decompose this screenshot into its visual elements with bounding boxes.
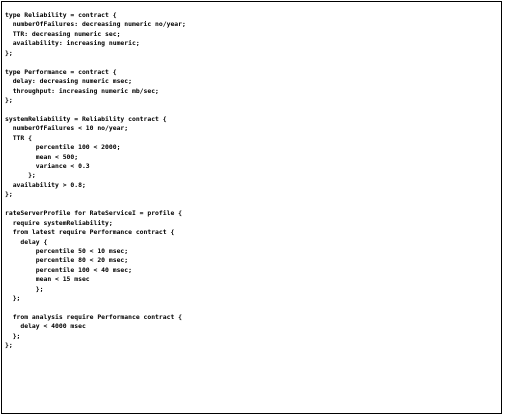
code-line: percentile 100 < 40 msec; bbox=[5, 265, 132, 274]
code-line: }; bbox=[5, 341, 13, 350]
code-line: variance < 0.3 bbox=[5, 162, 90, 170]
code-line: throughput: increasing numeric mb/sec; bbox=[5, 86, 159, 95]
blank-line bbox=[5, 200, 186, 209]
code-line: percentile 80 < 20 msec; bbox=[5, 256, 129, 265]
blank-line bbox=[5, 58, 186, 67]
code-line: }; bbox=[5, 171, 36, 180]
code-line: TTR: decreasing numeric sec; bbox=[5, 29, 121, 38]
code-line: type Performance = contract { bbox=[5, 67, 117, 76]
code-line: }; bbox=[5, 331, 21, 340]
code-line: mean < 15 msec bbox=[5, 275, 90, 284]
code-line: systemReliability = Reliability contract { bbox=[5, 114, 167, 123]
code-line: percentile 50 < 10 msec; bbox=[5, 246, 129, 255]
code-line: delay { bbox=[5, 237, 48, 246]
code-line: TTR { bbox=[5, 133, 32, 142]
code-listing bbox=[5, 11, 186, 351]
code-line: from latest require Performance contract { bbox=[5, 228, 175, 237]
code-line: availability > 0.8; bbox=[5, 180, 86, 189]
code-line: numberOfFailures: decreasing numeric no/year; bbox=[5, 20, 186, 29]
code-line: }; bbox=[5, 190, 13, 199]
code-line: rateServerProfile for RateServiceI = profile { bbox=[5, 209, 182, 218]
code-line: availability: increasing numeric; bbox=[5, 39, 140, 48]
code-line: mean < 500; bbox=[5, 152, 79, 161]
code-listing-frame bbox=[1, 1, 502, 414]
code-line: }; bbox=[5, 294, 21, 303]
code-line: type Reliability = contract { bbox=[5, 11, 117, 19]
code-line: delay < 4000 msec bbox=[5, 322, 86, 331]
code-line: }; bbox=[5, 284, 44, 293]
blank-line bbox=[5, 105, 186, 114]
code-line: delay: decreasing numeric msec; bbox=[5, 77, 132, 86]
code-line: }; bbox=[5, 95, 13, 104]
code-line: from analysis require Performance contract { bbox=[5, 313, 182, 321]
code-line: }; bbox=[5, 48, 13, 57]
code-line: require systemReliability; bbox=[5, 218, 113, 227]
code-line: percentile 100 < 2000; bbox=[5, 143, 121, 152]
blank-line bbox=[5, 304, 186, 313]
code-line: numberOfFailures < 10 no/year; bbox=[5, 124, 129, 133]
